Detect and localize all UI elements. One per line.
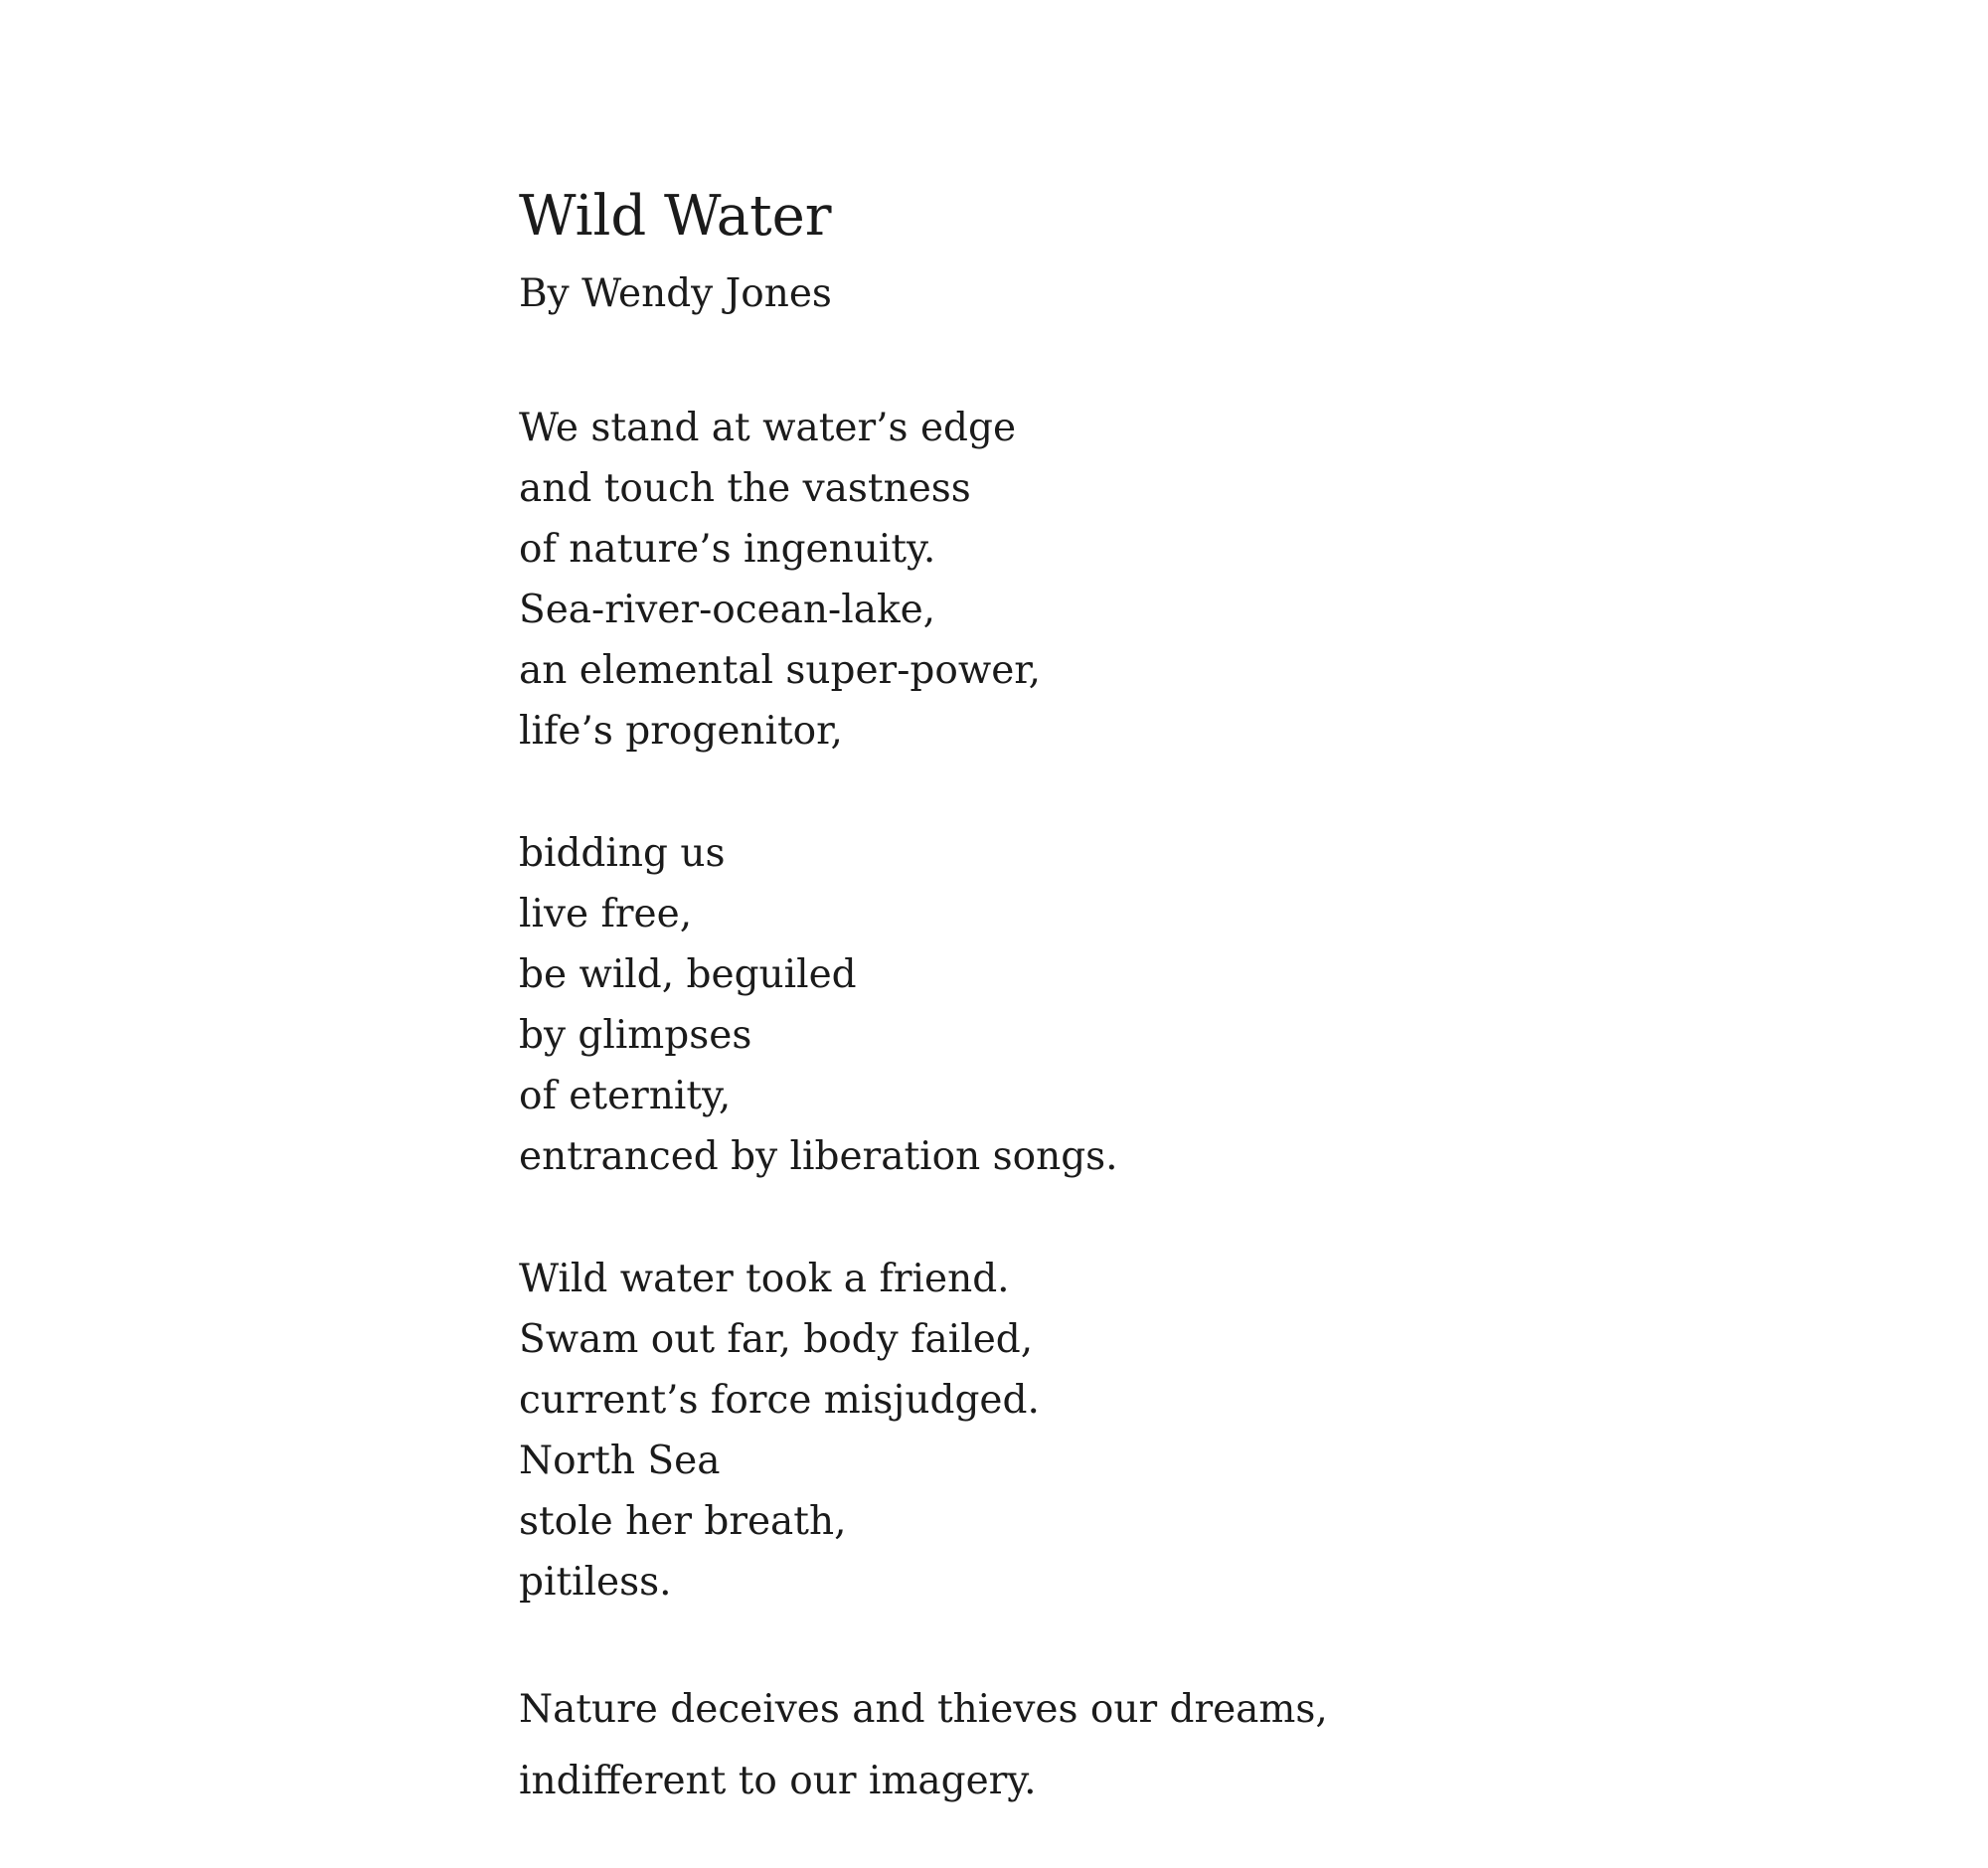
- poem-line: be wild, beguiled: [519, 952, 857, 997]
- poem-line: bidding us: [519, 831, 726, 876]
- poem-title: Wild Water: [519, 184, 832, 249]
- poem-line: of nature’s ingenuity.: [519, 527, 936, 572]
- poem-line: Wild water took a friend.: [519, 1257, 1010, 1301]
- stanza-3: [519, 1249, 1040, 1613]
- poem-byline: By Wendy Jones: [519, 271, 832, 316]
- poem-line: Nature deceives and thieves our dreams,: [519, 1687, 1328, 1732]
- poem-line: indifferent to our imagery.: [519, 1759, 1037, 1803]
- poem-line: of eternity,: [519, 1074, 732, 1118]
- poem-line: by glimpses: [519, 1013, 752, 1058]
- poem-line: Sea-river-ocean-lake,: [519, 588, 936, 632]
- poem-line: Swam out far, body failed,: [519, 1317, 1034, 1362]
- poem-line: live free,: [519, 892, 693, 936]
- poem-line: stole her breath,: [519, 1499, 847, 1544]
- poem-line: an elemental super-power,: [519, 648, 1042, 693]
- poem-line: We stand at water’s edge: [519, 406, 1017, 450]
- stanza-4: [519, 1674, 1328, 1817]
- poem-line: and touch the vastness: [519, 466, 971, 511]
- stanza-2: [519, 823, 1118, 1187]
- poem-line: entranced by liberation songs.: [519, 1134, 1118, 1179]
- poem-line: pitiless.: [519, 1560, 672, 1605]
- poem-line: current’s force misjudged.: [519, 1378, 1040, 1423]
- poem-line: life’s progenitor,: [519, 709, 843, 754]
- stanza-1: [519, 398, 1041, 762]
- poem-line: North Sea: [519, 1439, 721, 1483]
